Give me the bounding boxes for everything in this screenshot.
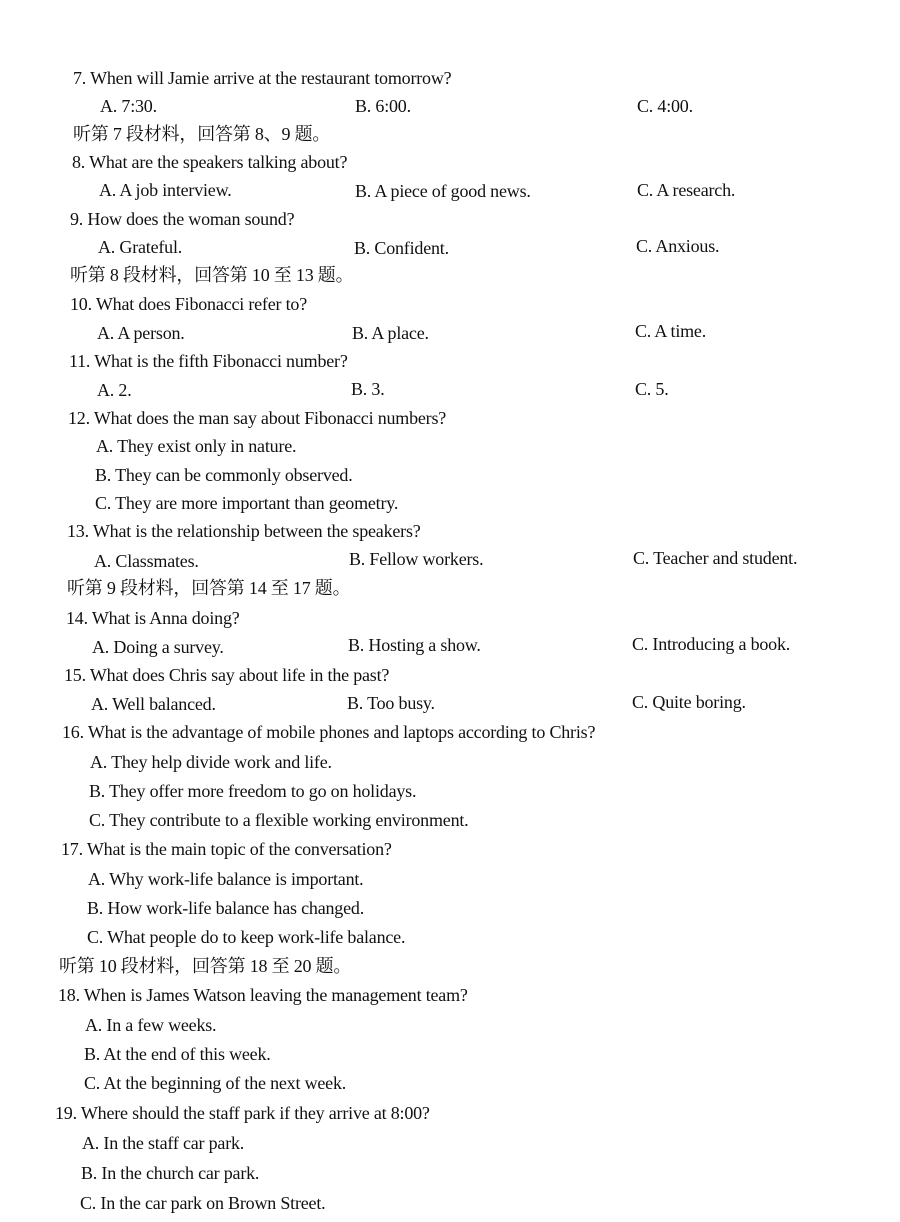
question-11: 11. What is the fifth Fibonacci number? [69, 351, 348, 371]
question-18: 18. When is James Watson leaving the management team? [58, 985, 468, 1005]
question-18-option-c: C. At the beginning of the next week. [84, 1073, 347, 1093]
question-9-option-c: C. Anxious. [636, 236, 720, 256]
question-7-option-c: C. 4:00. [637, 96, 693, 116]
section-heading-9: 听第 9 段材料，回答第 14 至 17 题。 [67, 578, 351, 598]
question-7: 7. When will Jamie arrive at the restaurant tomorrow? [73, 68, 452, 88]
question-11-option-a: A. 2. [97, 380, 132, 400]
question-18-option-a: A. In a few weeks. [85, 1015, 217, 1035]
question-7-option-b: B. 6:00. [355, 96, 411, 116]
question-10: 10. What does Fibonacci refer to? [70, 294, 307, 314]
question-15: 15. What does Chris say about life in the past? [64, 665, 390, 685]
question-17-option-b: B. How work-life balance has changed. [87, 898, 364, 918]
question-9-option-a: A. Grateful. [98, 237, 183, 257]
question-9-option-b: B. Confident. [354, 238, 449, 258]
question-15-option-b: B. Too busy. [347, 693, 435, 713]
question-13-option-c: C. Teacher and student. [633, 548, 798, 568]
question-10-option-c: C. A time. [635, 321, 707, 341]
question-10-option-b: B. A place. [352, 323, 429, 343]
question-8-option-a: A. A job interview. [99, 180, 232, 200]
question-8-option-c: C. A research. [637, 180, 736, 200]
question-15-option-a: A. Well balanced. [91, 694, 216, 714]
question-16: 16. What is the advantage of mobile phones and laptops according to Chris? [62, 722, 596, 742]
question-14: 14. What is Anna doing? [66, 608, 240, 628]
question-13-option-a: A. Classmates. [94, 551, 199, 571]
question-12: 12. What does the man say about Fibonacci numbers? [68, 408, 447, 428]
question-19-option-c: C. In the car park on Brown Street. [80, 1193, 326, 1213]
question-16-option-b: B. They offer more freedom to go on holidays. [89, 781, 417, 801]
question-7-option-a: A. 7:30. [100, 96, 157, 116]
question-17: 17. What is the main topic of the conversation? [61, 839, 392, 859]
question-18-option-b: B. At the end of this week. [84, 1044, 271, 1064]
question-16-option-c: C. They contribute to a flexible working environment. [89, 810, 469, 830]
question-14-option-a: A. Doing a survey. [92, 637, 224, 657]
question-12-option-a: A. They exist only in nature. [96, 436, 297, 456]
question-8: 8. What are the speakers talking about? [72, 152, 348, 172]
question-13: 13. What is the relationship between the speakers? [67, 521, 421, 541]
section-heading-10: 听第 10 段材料，回答第 18 至 20 题。 [59, 956, 352, 976]
question-13-option-b: B. Fellow workers. [349, 549, 484, 569]
question-12-option-c: C. They are more important than geometry. [95, 493, 399, 513]
question-11-option-c: C. 5. [635, 379, 669, 399]
question-11-option-b: B. 3. [351, 379, 385, 399]
question-15-option-c: C. Quite boring. [632, 692, 746, 712]
question-19-option-b: B. In the church car park. [81, 1163, 260, 1183]
question-9: 9. How does the woman sound? [70, 209, 295, 229]
section-heading-7: 听第 7 段材料，回答第 8、9 题。 [73, 124, 331, 144]
question-19-option-a: A. In the staff car park. [82, 1133, 245, 1153]
question-14-option-b: B. Hosting a show. [348, 635, 481, 655]
question-19: 19. Where should the staff park if they arrive at 8:00? [55, 1103, 430, 1123]
question-12-option-b: B. They can be commonly observed. [95, 465, 353, 485]
question-16-option-a: A. They help divide work and life. [90, 752, 332, 772]
question-17-option-a: A. Why work-life balance is important. [88, 869, 364, 889]
question-10-option-a: A. A person. [97, 323, 185, 343]
section-heading-8: 听第 8 段材料，回答第 10 至 13 题。 [70, 265, 354, 285]
question-8-option-b: B. A piece of good news. [355, 181, 531, 201]
question-14-option-c: C. Introducing a book. [632, 634, 791, 654]
question-17-option-c: C. What people do to keep work-life balance. [87, 927, 406, 947]
